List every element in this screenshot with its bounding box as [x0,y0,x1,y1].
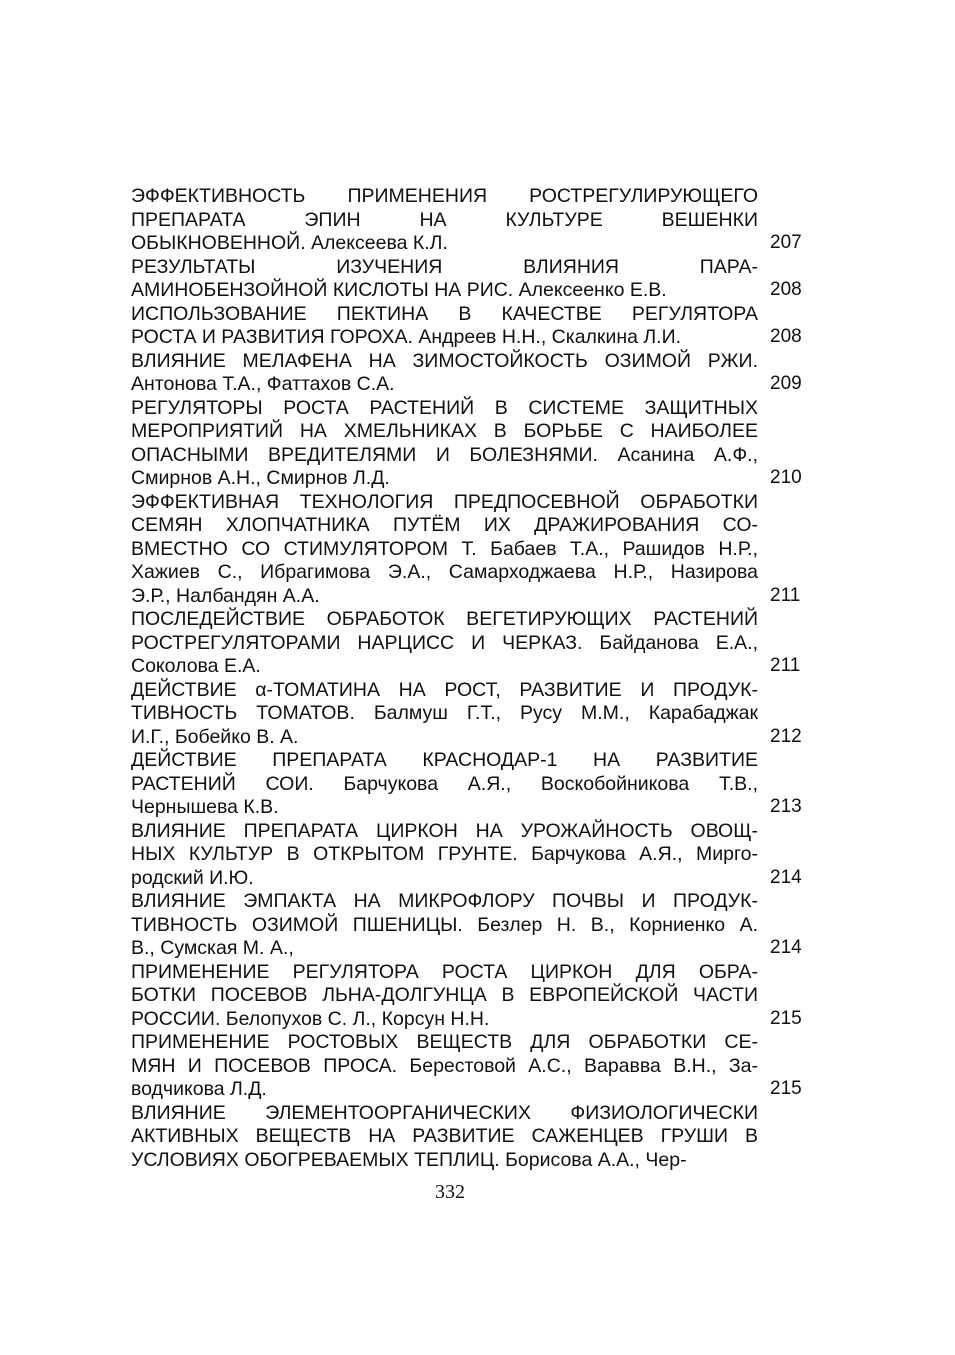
toc-entry-line: ОПАСНЫМИ ВРЕДИТЕЛЯМИ И БОЛЕЗНЯМИ. Асанина А.Ф., [131,443,758,466]
toc-entry-line: ВЛИЯНИЕ МЕЛАФЕНА НА ЗИМОСТОЙКОСТЬ ОЗИМОЙ РЖИ. [131,349,758,372]
toc-entry-line: ТИВНОСТЬ ОЗИМОЙ ПШЕНИЦЫ. Безлер Н. В., Корниенко А. [131,913,758,936]
toc-entry-line: Э.Р., Налбандян А.А. [131,584,320,607]
toc-entry-line: В., Сумская М. А., [131,937,294,959]
toc-entry-line: Антонова Т.А., Фаттахов С.А. [131,373,395,395]
toc-page-number: 208 [770,279,802,300]
toc-page-number: 212 [770,725,802,747]
toc-entry-line: РЕГУЛЯТОРЫ РОСТА РАСТЕНИЙ В СИСТЕМЕ ЗАЩИТНЫХ [131,396,758,419]
toc-entry-line: МЕРОПРИЯТИЙ НА ХМЕЛЬНИКАХ В БОРЬБЕ С НАИБОЛЕЕ [131,420,758,442]
toc-page-number: 211 [770,584,801,606]
toc-entry-line: РОСТРЕГУЛЯТОРАМИ НАРЦИСС И ЧЕРКАЗ. Байданова Е.А., [131,631,758,654]
toc-entry-line: ВЛИЯНИЕ ПРЕПАРАТА ЦИРКОН НА УРОЖАЙНОСТЬ ОВОЩ- [131,819,758,842]
toc-entry-line: водчикова Л.Д. [131,1078,267,1100]
page-number: 332 [435,1181,465,1203]
toc-page-number: 210 [770,467,802,488]
toc-entry-line: И.Г., Бобейко В. А. [131,725,299,748]
toc-entry-line: Хажиев С., Ибрагимова Э.А., Самарходжаева Н.Р., Назирова [131,561,758,583]
toc-entry-line: ВЛИЯНИЕ ЭЛЕМЕНТООРГАНИЧЕСКИХ ФИЗИОЛОГИЧЕСКИ [131,1101,758,1124]
toc-page-number: 214 [770,866,802,888]
toc-entry-line: МЯН И ПОСЕВОВ ПРОСА. Берестовой А.С., Варавва В.Н., За- [131,1054,758,1077]
toc-entry-line: СЕМЯН ХЛОПЧАТНИКА ПУТЁМ ИХ ДРАЖИРОВАНИЯ СО- [131,514,758,536]
toc-entry-line: РОССИИ. Белопухов С. Л., Корсун Н.Н. [131,1007,490,1030]
toc-entry-line: РОСТА И РАЗВИТИЯ ГОРОХА. Андреев Н.Н., Скалкина Л.И. [131,326,682,348]
toc-entry-line: БОТКИ ПОСЕВОВ ЛЬНА-ДОЛГУНЦА В ЕВРОПЕЙСКОЙ ЧАСТИ [131,984,758,1006]
toc-entry-line: ПРЕПАРАТА ЭПИН НА КУЛЬТУРЕ ВЕШЕНКИ [131,208,758,231]
toc-entry-line: ОБЫКНОВЕННОЙ. Алексеева К.Л. [131,232,448,254]
toc-entry-line: ВЛИЯНИЕ ЭМПАКТА НА МИКРОФЛОРУ ПОЧВЫ И ПРОДУК- [131,890,758,912]
toc-entry-line: ВМЕСТНО СО СТИМУЛЯТОРОМ Т. Бабаев Т.А., Рашидов Н.Р., [131,537,758,560]
toc-page-number: 209 [770,373,802,394]
toc-entry-line: Чернышева К.В. [131,796,279,818]
toc-entry-line: Соколова Е.А. [131,655,261,677]
toc-entry-line: РЕЗУЛЬТАТЫ ИЗУЧЕНИЯ ВЛИЯНИЯ ПАРА- [131,255,758,278]
toc-entry-line: ИСПОЛЬЗОВАНИЕ ПЕКТИНА В КАЧЕСТВЕ РЕГУЛЯТОРА [131,302,758,325]
toc-page-number: 215 [770,1078,802,1099]
toc-entry-line: ТИВНОСТЬ ТОМАТОВ. Балмуш Г.Т., Русу М.М., Карабаджак [131,702,758,724]
toc-entry-line: ПРИМЕНЕНИЕ РЕГУЛЯТОРА РОСТА ЦИРКОН ДЛЯ ОБРА- [131,960,758,983]
toc-entry-line: ДЕЙСТВИЕ ПРЕПАРАТА КРАСНОДАР-1 НА РАЗВИТИЕ [131,749,758,771]
toc-page-number: 213 [770,796,802,817]
toc-entry-line: РАСТЕНИЙ СОИ. Барчукова А.Я., Воскобойникова Т.В., [131,772,758,795]
toc-page-number: 208 [770,326,802,347]
toc-entry-line: НЫХ КУЛЬТУР В ОТКРЫТОМ ГРУНТЕ. Барчукова А.Я., Мирго- [131,843,758,865]
toc-entry-line: ДЕЙСТВИЕ α-ТОМАТИНА НА РОСТ, РАЗВИТИЕ И ПРОДУК- [131,678,758,701]
toc-entry-line: ЭФФЕКТИВНАЯ ТЕХНОЛОГИЯ ПРЕДПОСЕВНОЙ ОБРАБОТКИ [131,490,758,513]
toc-page-number: 211 [770,655,801,676]
toc-entry-line: ПРИМЕНЕНИЕ РОСТОВЫХ ВЕЩЕСТВ ДЛЯ ОБРАБОТКИ СЕ- [131,1031,758,1053]
toc-entry-line: Смирнов А.Н., Смирнов Л.Д. [131,467,390,489]
toc-entry-line: УСЛОВИЯХ ОБОГРЕВАЕМЫХ ТЕПЛИЦ. Борисова А.А., Чер- [131,1148,687,1171]
toc-entry-line: ПОСЛЕДЕЙСТВИЕ ОБРАБОТОК ВЕГЕТИРУЮЩИХ РАСТЕНИЙ [131,608,758,630]
toc-page-number: 215 [770,1007,802,1029]
toc-entry-line: АМИНОБЕНЗОЙНОЙ КИСЛОТЫ НА РИС. Алексеенко Е.В. [131,279,667,301]
toc-page-number: 207 [770,232,802,253]
toc-entry-line: родский И.Ю. [131,866,254,889]
toc-entry-line: АКТИВНЫХ ВЕЩЕСТВ НА РАЗВИТИЕ САЖЕНЦЕВ ГРУШИ В [131,1125,758,1147]
toc-entry-line: ЭФФЕКТИВНОСТЬ ПРИМЕНЕНИЯ РОСТРЕГУЛИРУЮЩЕГО [131,185,758,207]
toc-page-number: 214 [770,937,802,958]
